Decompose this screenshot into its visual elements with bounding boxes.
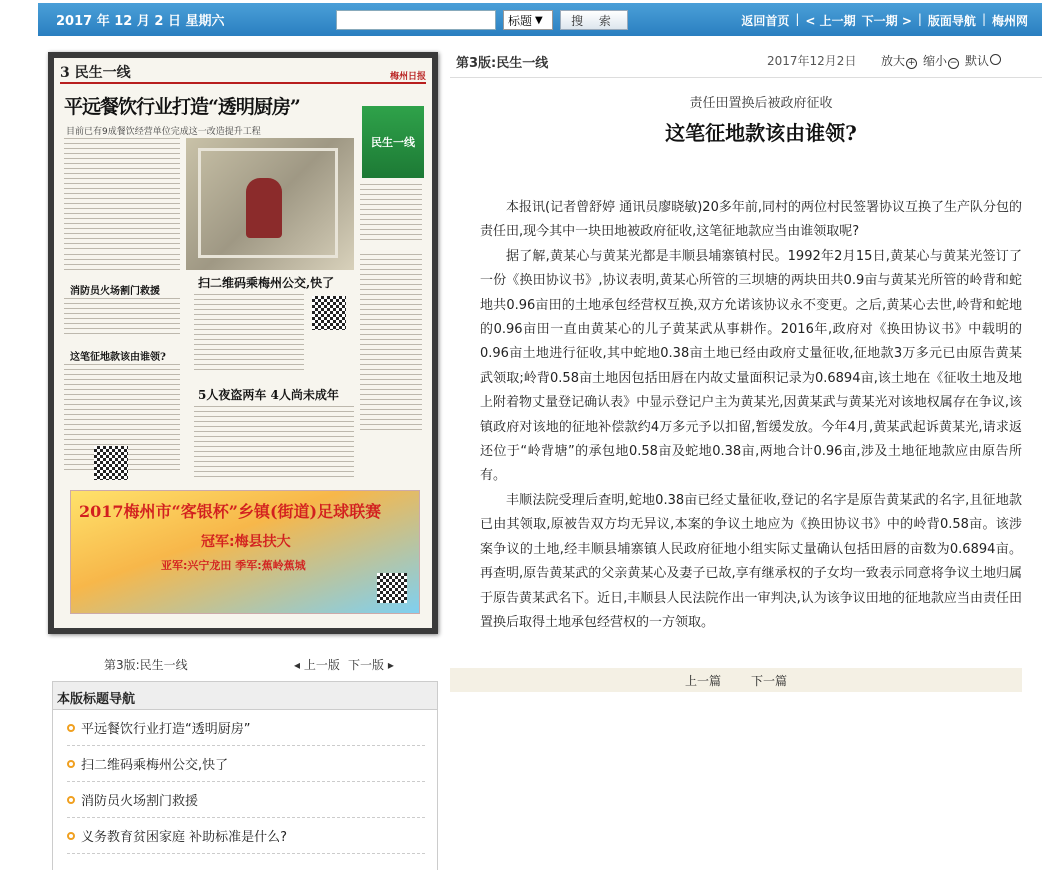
article-paragraph: 丰顺法院受理后查明,蛇地0.38亩已经丈量征收,登记的名字是原告黄某武的名字,且征地款已由其领取,原被告双方均无异议,本案的争议土地应为《换田协议书》中的岭背0.58亩。该涉案争议的土地,经丰顺县埔寨镇人民政府征地小组实际丈量确认包括田唇的亩数为0.6894亩。再查明,原告黄某武的父亲黄某心及妻子已故,享有继承权的子女均一致表示同意将争议土地归属于原告黄某武名下。近日,丰顺县人民法院作出一审判决,认为该争议田地的征地款应当由责任田置换后取得土地承包经营权的一方领取。 xyxy=(480,492,1022,630)
prev-issue-link[interactable]: < 上一期 xyxy=(805,14,856,28)
issue-date: 2017 年 12 月 2 日 星期六 xyxy=(56,14,225,29)
thumb-headline[interactable]: 平远餐饮行业打造“透明厨房” xyxy=(64,96,300,118)
search-button[interactable]: 搜 索 xyxy=(560,10,628,30)
thumb-story-qr-bus[interactable]: 扫二维码乘梅州公交,快了 xyxy=(198,276,335,290)
nav-box-title: 本版标题导航 xyxy=(53,682,437,710)
kitchen-photo xyxy=(186,138,354,270)
qr-code-icon xyxy=(377,573,407,603)
text-column xyxy=(64,138,180,250)
minus-icon: − xyxy=(949,58,958,68)
text-column xyxy=(360,254,422,434)
photo-person xyxy=(246,178,282,238)
text-column xyxy=(194,406,354,478)
newspaper-page-thumbnail[interactable] xyxy=(48,52,438,634)
list-item[interactable] xyxy=(67,818,425,854)
separator: | xyxy=(917,12,922,26)
text-column xyxy=(64,254,180,274)
next-issue-link[interactable]: 下一期 > xyxy=(861,14,912,28)
page-header xyxy=(60,64,426,84)
page-label: 3 民生一线 xyxy=(60,65,131,81)
top-bar xyxy=(38,3,1042,36)
arrow-left-icon: ◂ xyxy=(294,658,304,672)
prev-page-link[interactable] xyxy=(294,656,340,673)
home-link[interactable]: 返回首页 xyxy=(741,14,790,28)
article-date: 2017年12月2日 xyxy=(767,54,857,68)
banner-champion: 冠军:梅县扶大 xyxy=(201,534,291,550)
list-item[interactable] xyxy=(67,746,425,782)
article-body xyxy=(480,196,1022,635)
banner-title: 2017梅州市“客银杯”乡镇(街道)足球联赛 xyxy=(79,502,382,521)
circle-icon xyxy=(990,54,1001,65)
separator: | xyxy=(795,12,800,26)
page-title-navigation xyxy=(52,681,438,870)
next-page-text: 下一版 xyxy=(348,658,385,672)
qr-code-icon xyxy=(312,296,346,330)
separator: | xyxy=(981,12,986,26)
search-input[interactable] xyxy=(336,10,496,30)
thumb-story-theft[interactable]: 5人夜盗两车 4人尚未成年 xyxy=(198,388,339,402)
top-nav-links xyxy=(741,12,1028,29)
prev-page-text: 上一版 xyxy=(303,658,340,672)
zoom-out-label: 缩小 xyxy=(923,54,948,68)
bullet-icon xyxy=(67,832,75,840)
side-column-title: 民生一线 xyxy=(362,106,424,178)
newspaper-page xyxy=(54,58,432,628)
bullet-icon xyxy=(67,760,75,768)
arrow-right-icon: ▸ xyxy=(384,658,394,672)
list-item[interactable] xyxy=(67,710,425,746)
page-nav-link[interactable]: 版面导航 xyxy=(927,14,976,28)
football-league-banner xyxy=(70,490,420,614)
next-article-link[interactable]: 下一篇 xyxy=(751,673,788,688)
thumb-subhead: 目前已有9成餐饮经营单位完成这一改造提升工程 xyxy=(66,127,261,137)
list-item-label: 平远餐饮行业打造“透明厨房” xyxy=(81,722,251,737)
article-toolbar xyxy=(450,40,1042,78)
article-navigation xyxy=(450,668,1022,692)
article-title: 这笔征地款该由谁领? xyxy=(665,121,857,145)
chevron-down-icon: ▼ xyxy=(535,14,543,26)
zoom-in-button[interactable] xyxy=(881,52,917,69)
article-pretitle: 责任田置换后被政府征收 xyxy=(689,96,833,111)
list-item-label: 消防员火场割门救援 xyxy=(81,794,199,809)
prev-article-link[interactable]: 上一篇 xyxy=(684,673,721,688)
next-page-link[interactable] xyxy=(348,656,394,673)
text-column xyxy=(360,184,422,244)
site-link[interactable]: 梅州网 xyxy=(991,14,1028,28)
zoom-in-label: 放大 xyxy=(881,54,906,68)
list-item[interactable] xyxy=(67,782,425,818)
font-size-controls xyxy=(881,52,1001,69)
default-label: 默认 xyxy=(965,54,990,68)
thumb-story-fire[interactable]: 消防员火场割门救援 xyxy=(70,286,160,297)
zoom-out-button[interactable] xyxy=(923,52,959,69)
plus-icon: + xyxy=(907,58,916,68)
text-column xyxy=(64,298,180,338)
bullet-icon xyxy=(67,796,75,804)
edition-label: 第3版:民生一线 xyxy=(456,56,549,71)
banner-runners: 亚军:兴宁龙田 季军:蕉岭蕉城 xyxy=(161,559,306,572)
qr-code-icon xyxy=(94,446,128,480)
list-item-label: 扫二维码乘梅州公交,快了 xyxy=(81,758,229,773)
title-list xyxy=(53,710,437,854)
article-paragraph: 本报讯(记者曾舒婷 通讯员廖晓敏)20多年前,同村的两位村民签署协议互换了生产队分包的责任田,现今其中一块田地被政府征收,这笔征地款应当由谁领取呢? xyxy=(480,200,1022,240)
current-page-label: 第3版:民生一线 xyxy=(104,658,188,672)
default-size-button[interactable] xyxy=(965,52,1001,69)
article-paragraph: 据了解,黄某心与黄某光都是丰顺县埔寨镇村民。1992年2月15日,黄某心与黄某光签订了一份《换田协议书》,协议表明,黄某心所管的三坝塘的两块田共0.9亩与黄某光所管的岭背和蛇地共0.96亩田的土地承包经营权互换,双方允诺该协议永不变更。之后,黄某心去世,岭背和蛇地的0.96亩田一直由黄某心的儿子黄某武从事耕作。2016年,政府对《换田协议书》中载明的0.96亩土地进行征收,其中蛇地0.38亩土地已经由政府丈量征收,征地款3万多元已由原告黄某武领取;岭背0.58亩土地因包括田唇在内故丈量面积记录为0.6894亩,该土地在《征收土地及地上附着物丈量登记确认表》中显示登记户主为黄某光,因黄某武与黄某光对该地权属存在争议,该镇政府对该地的征地补偿款约4万多元予以扣留,暂缓发放。今年4月,黄某武起诉黄某光,请求返还位于“岭背塘”的承包地0.58亩及蛇地0.38亩,两地合计0.96亩,涉及土地征地款应由原告所有。 xyxy=(480,248,1022,484)
list-item-label: 义务教育贫困家庭 补助标准是什么? xyxy=(81,830,288,845)
text-column xyxy=(194,294,304,374)
article xyxy=(480,92,1022,635)
page-navigation xyxy=(48,656,438,674)
search-type-value: 标题 xyxy=(508,13,533,28)
masthead-logo: 梅州日报 xyxy=(389,72,426,82)
bullet-icon xyxy=(67,724,75,732)
thumb-story-land[interactable]: 这笔征地款该由谁领? xyxy=(70,352,166,363)
search-type-select[interactable] xyxy=(503,10,553,30)
